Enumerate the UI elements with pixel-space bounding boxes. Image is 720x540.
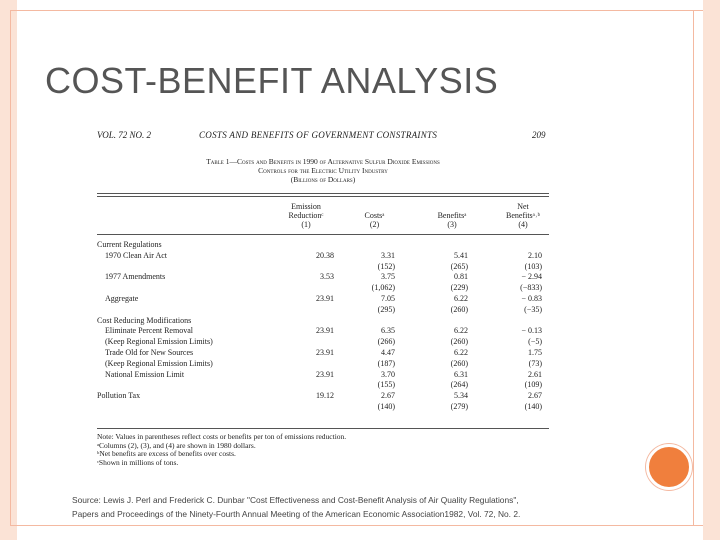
cell-a: 3.53: [320, 272, 334, 282]
note-0: Note: Values in parentheses reflect costs or benefits per ton of emissions reduction.: [97, 432, 347, 441]
cell-a: 20.38: [316, 250, 334, 260]
cell-b: 3.70: [381, 369, 395, 379]
header-emission: Emission Reductionᶜ (1): [288, 202, 324, 229]
cell-d: (109): [524, 380, 542, 390]
cell-b: 3.75: [381, 272, 395, 282]
cell-d: 2.61: [528, 369, 542, 379]
cell-b: 2.67: [381, 391, 395, 401]
frame-divider: [693, 10, 694, 526]
cell-b: 7.05: [381, 294, 395, 303]
cell-label: Eliminate Percent Removal: [105, 326, 193, 336]
cell-label: Aggregate: [105, 294, 139, 303]
running-head-page: 209: [532, 130, 546, 140]
cell-d: (−35): [524, 304, 542, 314]
cell-b: 4.47: [381, 348, 395, 357]
cell-c: (260): [450, 304, 468, 314]
cell-c: 5.34: [454, 391, 468, 401]
frame-right-band: [703, 0, 720, 540]
cell-c: (260): [450, 358, 468, 368]
source-citation: [72, 493, 520, 521]
cell-c: 0.81: [454, 272, 468, 282]
table-caption: [97, 157, 549, 184]
header-benefits: Benefitsᵃ (3): [437, 211, 467, 229]
caption-line3: (Billions of Dollars): [290, 175, 356, 184]
cell-label: National Emission Limit: [105, 369, 185, 379]
cell-label: Cost Reducing Modifications: [97, 315, 192, 325]
cell-c: (279): [450, 402, 468, 411]
table-notes: [97, 433, 549, 467]
note-3: ᶜShown in millions of tons.: [97, 457, 179, 467]
top-rule-2: [97, 196, 549, 197]
bottom-rule: [97, 428, 549, 429]
cell-c: (265): [450, 261, 468, 271]
cell-a: 19.12: [316, 391, 334, 401]
header-rule: [97, 234, 549, 235]
cell-c: (260): [450, 337, 468, 347]
cell-b: (1,062): [371, 283, 395, 293]
cell-d: (−5): [528, 337, 542, 347]
cell-d: 2.67: [528, 391, 542, 401]
cell-b: (295): [377, 304, 395, 314]
cell-d: − 2.94: [521, 272, 542, 282]
cell-label: Current Regulations: [97, 240, 162, 249]
cell-b: (187): [377, 358, 395, 368]
header-costs: Costsᵃ (2): [364, 211, 385, 229]
cell-d: 2.10: [528, 250, 542, 260]
note-1: ᵃColumns (2), (3), and (4) are shown in 1980 dollars.: [97, 440, 256, 450]
cell-d: (140): [524, 402, 542, 411]
cell-a: 23.91: [316, 348, 334, 357]
cell-c: 6.22: [454, 326, 468, 336]
cell-label: (Keep Regional Emission Limits): [105, 358, 213, 368]
cell-label: Pollution Tax: [97, 391, 141, 401]
cell-label: 1977 Amendments: [105, 272, 166, 282]
header-net-benefits: Net Benefitsᵃ˒ᵇ (4): [506, 202, 540, 229]
caption-line1: Table 1—Costs and Benefits in 1990 of Alternative Sulfur Dioxide Emissions: [206, 157, 440, 166]
note-2: ᵇNet benefits are excess of benefits over costs.: [97, 449, 236, 458]
cell-b: (266): [377, 337, 395, 347]
cell-d: 1.75: [528, 348, 542, 357]
cell-d: (−833): [520, 283, 542, 293]
cell-d: (103): [524, 261, 542, 271]
cell-c: 6.22: [454, 348, 468, 357]
cell-b: (152): [377, 261, 395, 271]
cell-b: (155): [377, 380, 395, 390]
cell-a: 23.91: [316, 326, 334, 336]
cell-d: − 0.13: [521, 326, 542, 336]
top-rule: [97, 193, 549, 194]
cell-label: 1970 Clean Air Act: [105, 250, 167, 260]
cell-c: (264): [450, 380, 468, 390]
cell-b: 6.35: [381, 326, 395, 336]
caption-line2: Controls for the Electric Utility Industry: [258, 166, 388, 175]
source-line2: Papers and Proceedings of the Ninety-Fourth Annual Meeting of the American Economic Association1982, Vol. 72, No. 2.: [72, 509, 521, 519]
cell-label: (Keep Regional Emission Limits): [105, 337, 213, 347]
cell-d: (73): [528, 358, 542, 368]
cell-c: 6.31: [454, 369, 468, 379]
slide-title: COST-BENEFIT ANALYSIS: [45, 60, 499, 101]
source-line1: Source: Lewis J. Perl and Frederick C. Dunbar "Cost Effectiveness and Cost-Benefit Analysis of Air Quality Regulations",: [72, 495, 519, 505]
cell-a: 23.91: [316, 369, 334, 379]
cell-c: 5.41: [454, 250, 468, 260]
running-head-center: COSTS AND BENEFITS OF GOVERNMENT CONSTRAINTS: [199, 130, 438, 140]
cell-c: (229): [450, 283, 468, 293]
decorative-circle: [646, 444, 692, 490]
cell-label: Trade Old for New Sources: [105, 348, 194, 357]
cell-d: − 0.83: [521, 294, 542, 303]
cell-a: 23.91: [316, 294, 334, 303]
scanned-table: [97, 130, 549, 467]
running-head-left: VOL. 72 NO. 2: [97, 130, 151, 140]
cell-b: (140): [377, 402, 395, 411]
cell-b: 3.31: [381, 250, 395, 260]
cell-c: 6.22: [454, 294, 468, 303]
